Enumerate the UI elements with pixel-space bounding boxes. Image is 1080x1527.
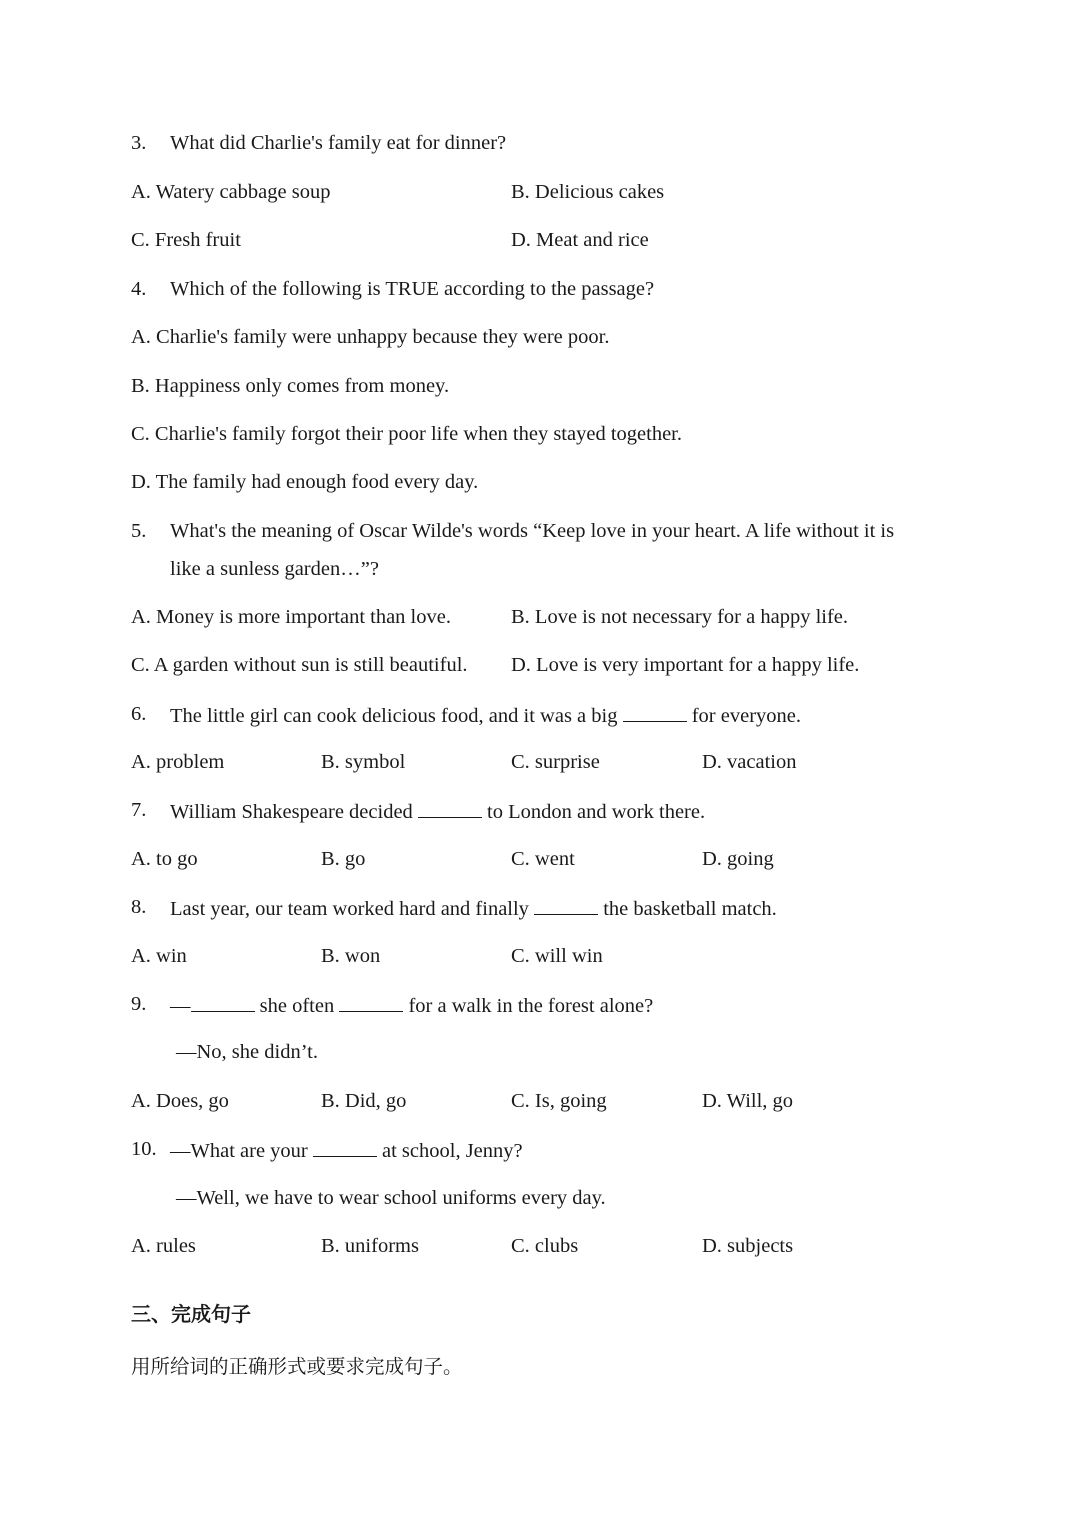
stem-part: William Shakespeare decided [170, 801, 413, 823]
stem-part: she often [259, 995, 335, 1017]
dash: — [170, 995, 191, 1017]
stem-part: the basketball match. [603, 898, 777, 920]
option-a: A. Charlie's family were unhappy because they were poor. [131, 326, 610, 348]
option-c: C. went [511, 848, 575, 870]
option-a: A. to go [131, 848, 198, 870]
question-number: 5. [131, 520, 147, 542]
question-stem [170, 991, 653, 1019]
option-d: D. Love is very important for a happy life. [511, 654, 860, 676]
option-b: B. symbol [321, 751, 406, 773]
question-stem: What did Charlie's family eat for dinner? [170, 132, 507, 154]
question-stem [170, 894, 777, 922]
option-a: A. rules [131, 1235, 196, 1257]
question-stem [170, 1136, 523, 1164]
stem-part: to London and work there. [487, 801, 706, 823]
answer-blank [313, 1136, 377, 1157]
option-b: B. Did, go [321, 1090, 407, 1112]
option-c: C. will win [511, 945, 603, 967]
option-c: C. Fresh fruit [131, 229, 241, 251]
section-instruction: 用所给词的正确形式或要求完成句子。 [131, 1355, 463, 1378]
question-stem: Which of the following is TRUE according to the passage? [170, 278, 655, 300]
option-b: B. Happiness only comes from money. [131, 375, 450, 397]
question-number: 8. [131, 896, 147, 918]
option-a: A. win [131, 945, 187, 967]
stem-part: Last year, our team worked hard and finally [170, 898, 529, 920]
option-b: B. Delicious cakes [511, 181, 665, 203]
option-d: D. The family had enough food every day. [131, 471, 479, 493]
option-c: C. surprise [511, 751, 600, 773]
option-d: D. Will, go [702, 1090, 794, 1112]
question-number: 4. [131, 278, 147, 300]
stem-part: for everyone. [691, 705, 801, 727]
option-a: A. Watery cabbage soup [131, 181, 331, 203]
option-c: C. clubs [511, 1235, 579, 1257]
question-number: 9. [131, 993, 147, 1015]
dialogue-reply: —Well, we have to wear school uniforms every day. [176, 1187, 606, 1209]
stem-part: for a walk in the forest alone? [408, 995, 654, 1017]
answer-blank [623, 701, 687, 722]
question-number: 7. [131, 799, 147, 821]
answer-blank [191, 991, 255, 1012]
answer-blank [339, 991, 403, 1012]
question-stem-continued: like a sunless garden…”? [170, 558, 379, 580]
option-c: C. Is, going [511, 1090, 607, 1112]
answer-blank [418, 797, 482, 818]
stem-part: The little girl can cook delicious food, and it was a big [170, 705, 618, 727]
option-a: A. Money is more important than love. [131, 606, 451, 628]
question-number: 6. [131, 703, 147, 725]
stem-part: —What are your [170, 1140, 308, 1162]
stem-part: at school, Jenny? [382, 1140, 523, 1162]
option-c: C. Charlie's family forgot their poor life when they stayed together. [131, 423, 682, 445]
option-c: C. A garden without sun is still beautiful. [131, 654, 468, 676]
dialogue-reply: —No, she didn’t. [176, 1041, 318, 1063]
option-d: D. subjects [702, 1235, 794, 1257]
question-stem [170, 797, 705, 825]
question-number: 10. [131, 1138, 157, 1160]
section-title: 三、完成句子 [131, 1302, 251, 1326]
option-b: B. uniforms [321, 1235, 419, 1257]
question-stem: What's the meaning of Oscar Wilde's words “Keep love in your heart. A life without it is [170, 520, 895, 542]
option-a: A. Does, go [131, 1090, 229, 1112]
option-d: D. Meat and rice [511, 229, 649, 251]
option-a: A. problem [131, 751, 225, 773]
option-b: B. won [321, 945, 381, 967]
question-number: 3. [131, 132, 147, 154]
option-d: D. vacation [702, 751, 797, 773]
option-b: B. go [321, 848, 366, 870]
option-b: B. Love is not necessary for a happy life. [511, 606, 849, 628]
question-stem [170, 701, 801, 729]
answer-blank [534, 894, 598, 915]
option-d: D. going [702, 848, 774, 870]
